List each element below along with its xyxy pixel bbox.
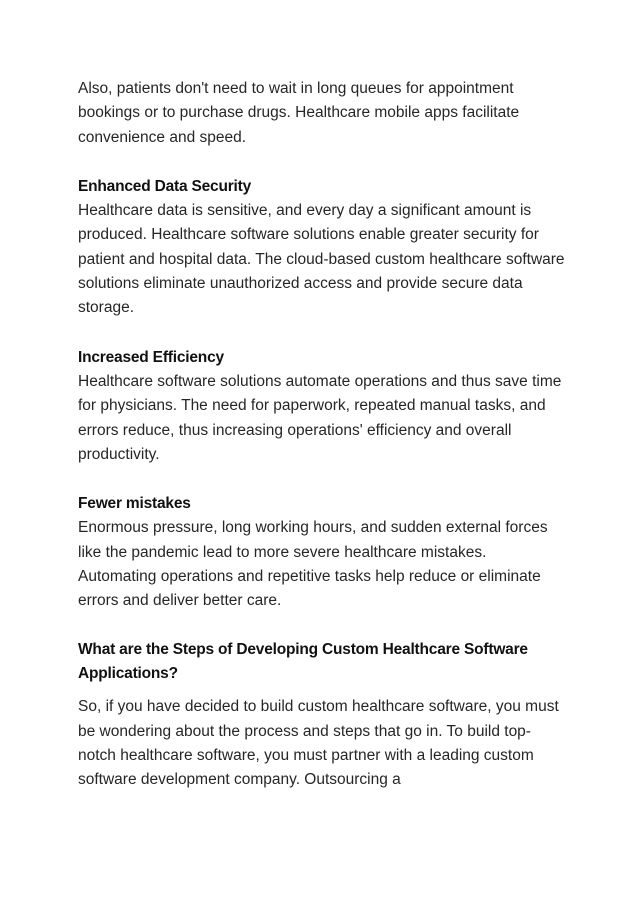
section-heading-fewer-mistakes: Fewer mistakes <box>78 495 191 513</box>
section-heading-data-security: Enhanced Data Security <box>78 177 252 195</box>
intro-paragraph: Also, patients don't need to wait in long queues for appointment bookings or to purchase drugs. Healthcare mobile apps facilitate convenience and speed. <box>78 80 520 146</box>
section-heading-efficiency: Increased Efficiency <box>78 348 224 366</box>
document-page <box>78 77 568 792</box>
steps-heading: What are the Steps of Developing Custom Healthcare Software Applications? <box>78 640 528 682</box>
section-body-fewer-mistakes: Enormous pressure, long working hours, and sudden external forces like the pandemic lead to more severe healthcare mistakes. Automating operations and repetitive tasks help reduce or eliminate errors and deliver better care. <box>78 519 548 610</box>
section-body-efficiency: Healthcare software solutions automate operations and thus save time for physicians. The need for paperwork, repeated manual tasks, and errors reduce, thus increasing operations' efficiency and overall productivity. <box>78 372 562 463</box>
steps-body: So, if you have decided to build custom healthcare software, you must be wondering about the process and steps that go in. To build top-notch healthcare software, you must partner with a leading custom software development company. Outsourcing a <box>78 698 559 789</box>
section-body-data-security: Healthcare data is sensitive, and every day a significant amount is produced. Healthcare software solutions enable greater security for patient and hospital data. The cloud-based custom healthcare software solutions eliminate unauthorized access and provide secure data storage. <box>78 202 565 317</box>
